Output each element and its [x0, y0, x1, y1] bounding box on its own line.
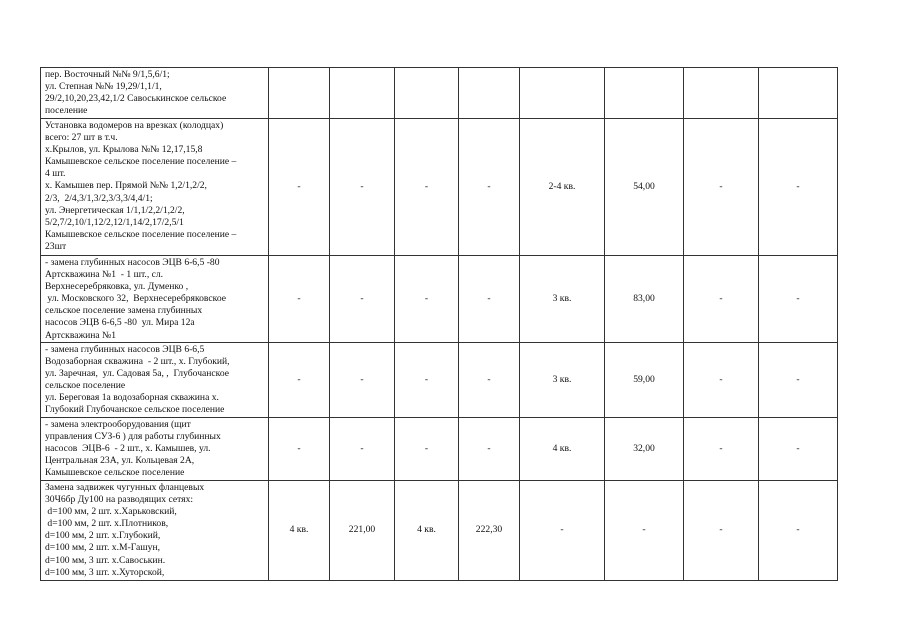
table-cell [520, 68, 605, 119]
table-cell: 4 кв. [269, 481, 330, 581]
table-cell: - [459, 119, 520, 256]
table-cell: - [395, 343, 459, 418]
table-cell: 4 кв. [395, 481, 459, 581]
table-cell: - [684, 343, 759, 418]
table-cell: - [459, 418, 520, 481]
table-cell: - [684, 119, 759, 256]
table-cell: - [759, 418, 838, 481]
table-cell: - [269, 256, 330, 343]
table-cell [459, 68, 520, 119]
table-cell [269, 68, 330, 119]
table-cell: - [330, 119, 395, 256]
table-cell: 221,00 [330, 481, 395, 581]
table-cell: - [330, 418, 395, 481]
table-cell: 2-4 кв. [520, 119, 605, 256]
table-cell [330, 68, 395, 119]
row-description: - замена глубинных насосов ЭЦВ 6-6,5 Водозаборная скважина - 2 шт., х. Глубокий, ул. Заречная, ул. Садовая 5а, , Глубочанское сельское поселение ул. Береговая 1а водозаборная скважина х. Глубокий Глубочанское сельское поселение [41, 343, 269, 418]
table-cell: - [459, 343, 520, 418]
table-cell: - [269, 418, 330, 481]
row-description: - замена электрооборудования (щит управления СУЗ-6 ) для работы глубинных насосов ЭЦВ-6 - 2 шт., х. Камышев, ул. Центральная 23А, ул. Кольцевая 2А, Камышевское сельское поселение [41, 418, 269, 481]
table-cell: 83,00 [605, 256, 684, 343]
table-cell: - [684, 481, 759, 581]
table-cell: - [395, 256, 459, 343]
table-cell [684, 68, 759, 119]
row-description: Установка водомеров на врезках (колодцах) всего: 27 шт в т.ч. х.Крылов, ул. Крылова №№ 12,17,15,8 Камышевское сельское поселение поселение – 4 шт. х. Камышев пер. Прямой №№ 1,2/1,2/2, 2/3, 2/4,3/1,3/2,3/3,3/4,4/1; ул. Энергетическая 1/1,1/2,2/1,2/2, 5/2,7/2,10/1,12/2,12/1,14/2,17/2,5/1 Камышевское сельское поселение поселение – 23шт [41, 119, 269, 256]
table-cell: - [759, 119, 838, 256]
table-row [41, 68, 838, 119]
table-cell: - [395, 119, 459, 256]
table-cell: 222,30 [459, 481, 520, 581]
table-cell: 32,00 [605, 418, 684, 481]
table-cell [395, 68, 459, 119]
works-table [40, 67, 838, 581]
table-cell: - [269, 343, 330, 418]
table-row [41, 119, 838, 256]
table-cell: - [759, 256, 838, 343]
table-cell: - [459, 256, 520, 343]
table-cell: - [395, 418, 459, 481]
table-cell: - [605, 481, 684, 581]
table-row [41, 343, 838, 418]
table-cell: 3 кв. [520, 343, 605, 418]
table-cell: - [330, 343, 395, 418]
table-row [41, 481, 838, 581]
table-cell: 4 кв. [520, 418, 605, 481]
row-description: пер. Восточный №№ 9/1,5,6/1; ул. Степная №№ 19,29/1,1/1, 29/2,10,20,23,42,1/2 Савоськинское сельское поселение [41, 68, 269, 119]
table-cell [759, 68, 838, 119]
table-cell: 59,00 [605, 343, 684, 418]
table-cell: - [269, 119, 330, 256]
table-cell [605, 68, 684, 119]
table-cell: - [759, 343, 838, 418]
row-description: - замена глубинных насосов ЭЦВ 6-6,5 -80 Артскважина №1 - 1 шт., сл. Верхнесеребряковка, ул. Думенко , ул. Московского 32, Верхнесеребряковское сельское поселение замена глубинных насосов ЭЦВ 6-6,5 -80 ул. Мира 12а Артскважина №1 [41, 256, 269, 343]
table-cell: 54,00 [605, 119, 684, 256]
table-row [41, 418, 838, 481]
table-cell: - [684, 418, 759, 481]
table-cell: 3 кв. [520, 256, 605, 343]
table-cell: - [520, 481, 605, 581]
row-description: Замена задвижек чугунных фланцевых 30Ч6бр Ду100 на разводящих сетях: d=100 мм, 2 шт. х.Харьковский, d=100 мм, 2 шт. х.Плотников, d=100 мм, 2 шт. х.Глубокий, d=100 мм, 2 шт. х.М-Гашун, d=100 мм, 3 шт. х.Савоськин. d=100 мм, 3 шт. х.Хуторской, [41, 481, 269, 581]
table-cell: - [759, 481, 838, 581]
table-row [41, 256, 838, 343]
table-cell: - [684, 256, 759, 343]
table-cell: - [330, 256, 395, 343]
